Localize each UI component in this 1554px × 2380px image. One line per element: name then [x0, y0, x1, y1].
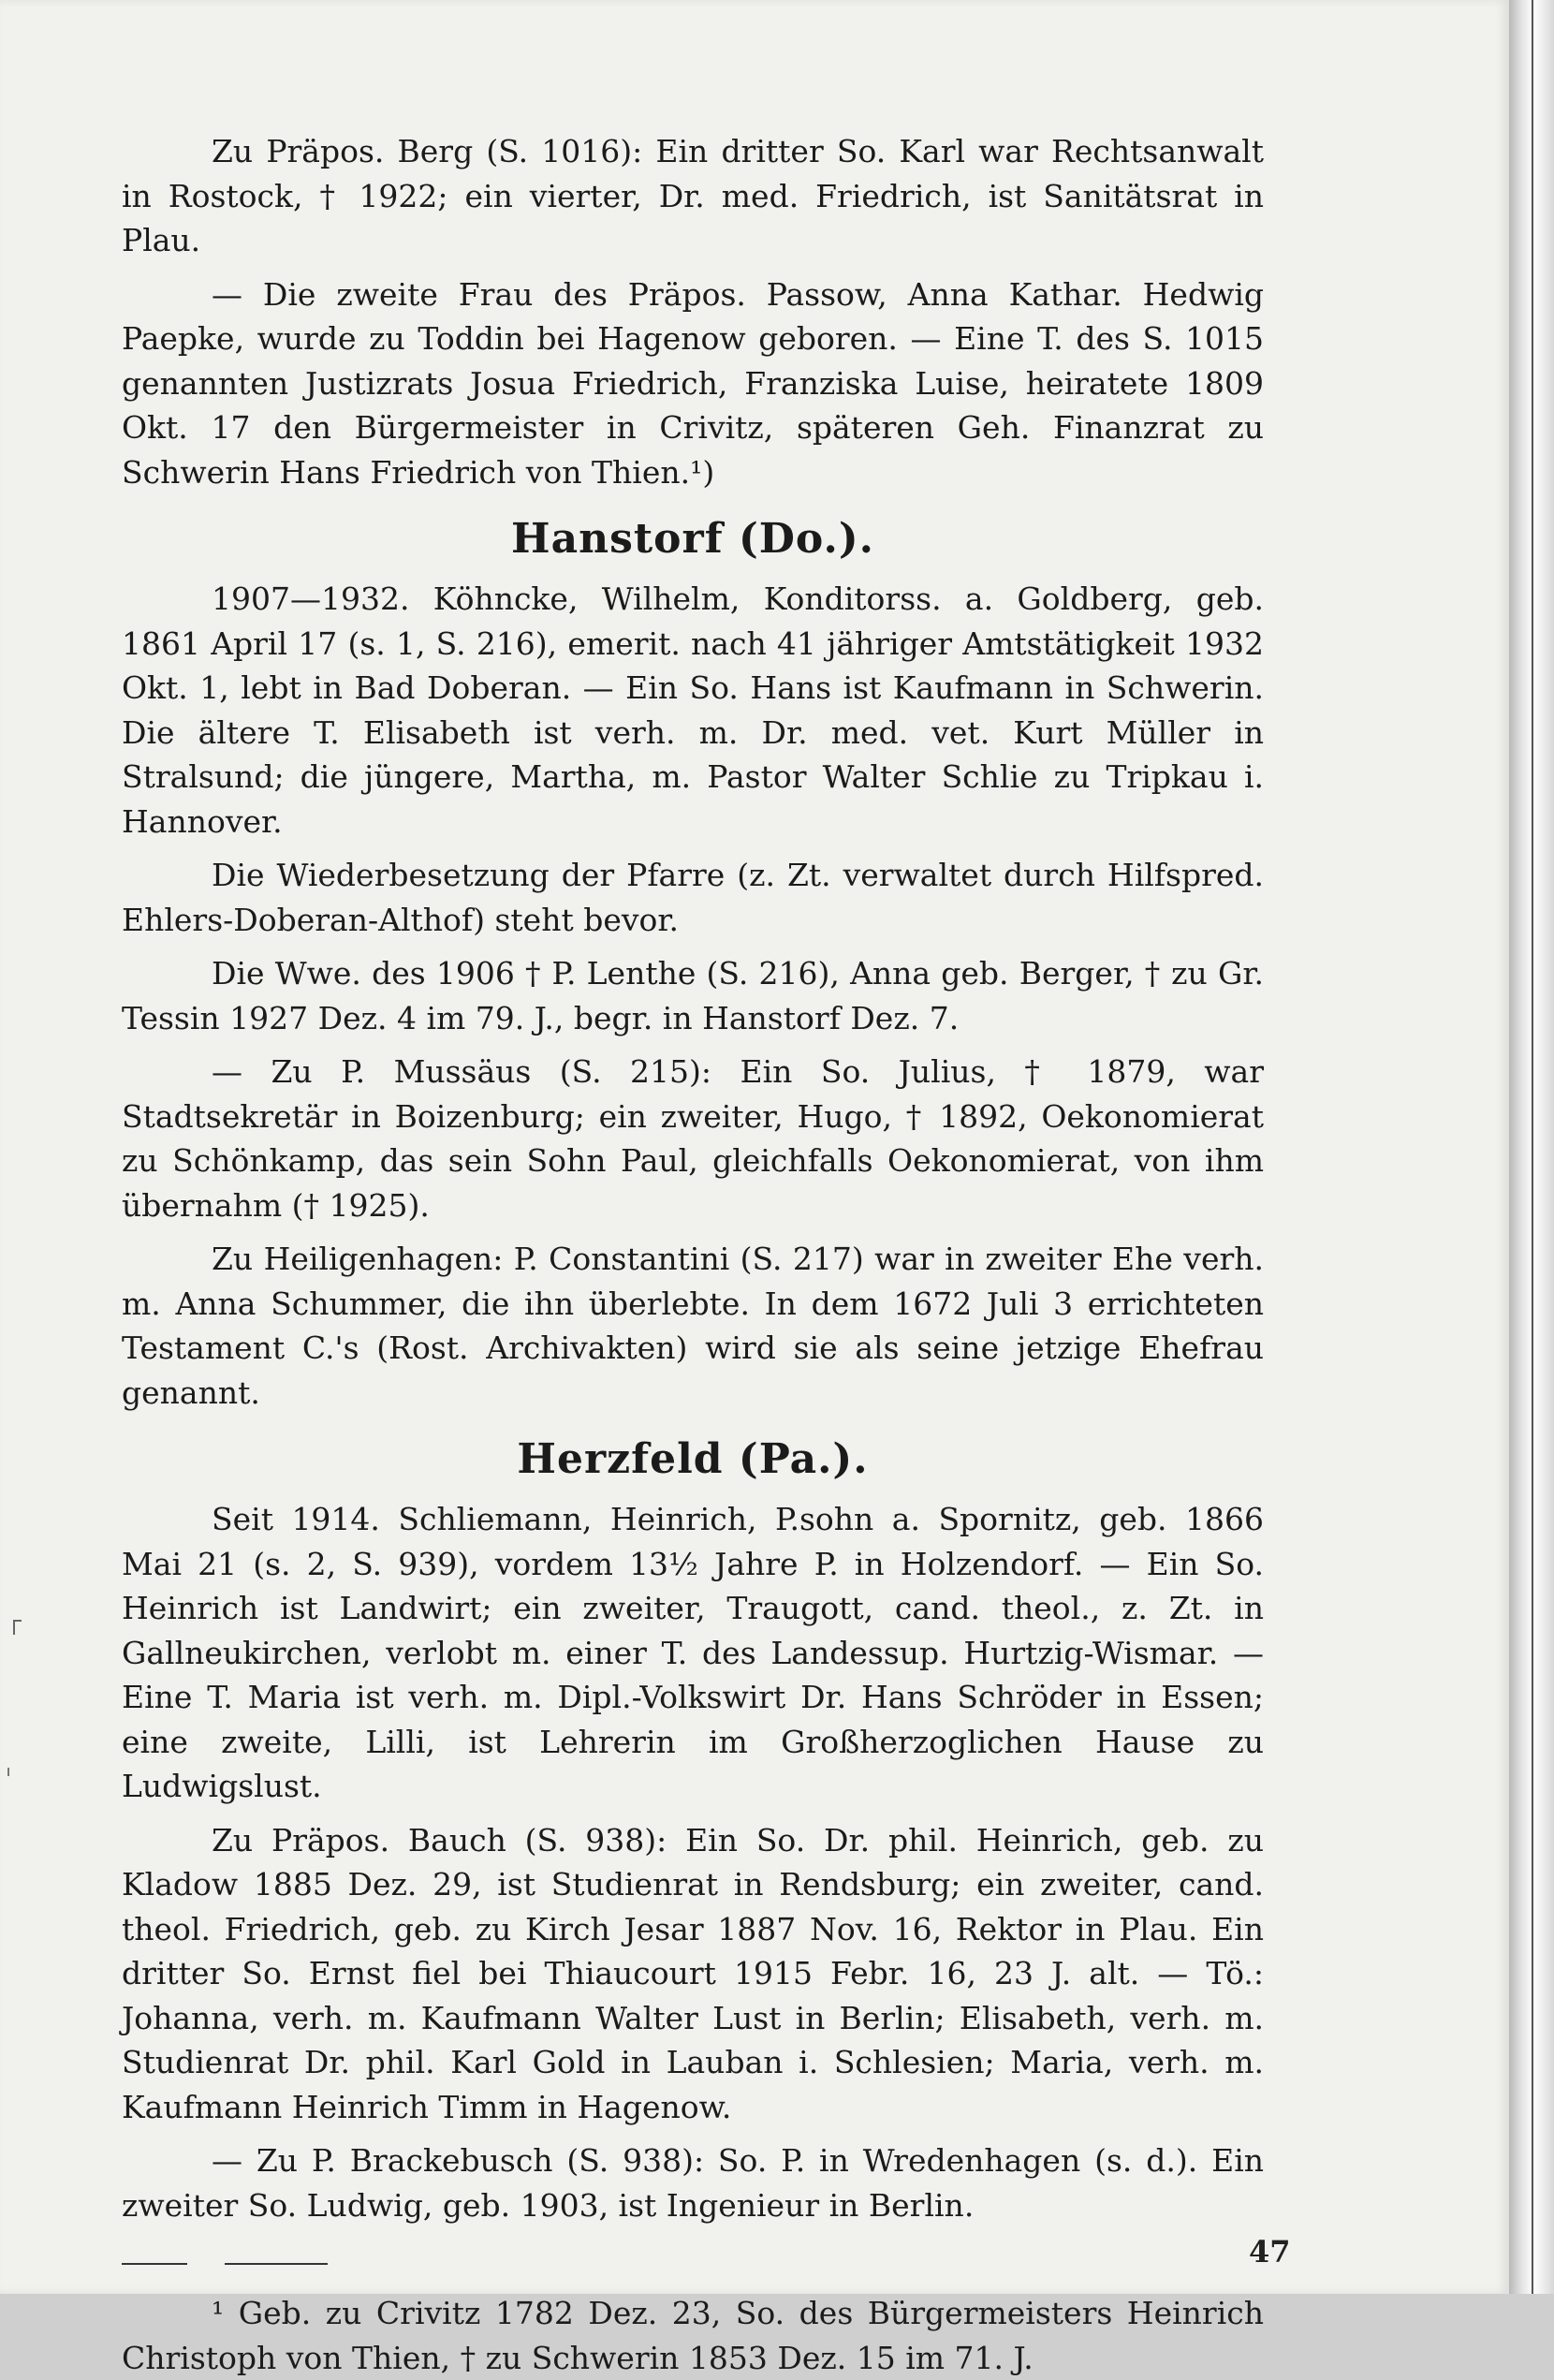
paragraph-berg: Zu Präpos. Berg (S. 1016): Ein dritter So. Karl war Rechtsanwalt in Rostock, † 1922; ein vierter, Dr. med. Friedrich, ist Sanitätsrat in Plau.	[122, 133, 1264, 258]
paragraph-passow: — Die zweite Frau des Präpos. Passow, Anna Kathar. Hedwig Paepke, wurde zu Toddin bei Hagenow geboren. — Eine T. des S. 1015 genannten Justizrats Josua Friedrich, Franziska Luise, heiratete 1809 Okt. 17 den Bürgermeister in Crivitz, späteren Geh. Finanzrat zu Schwerin Hans Friedrich von Thien.¹)	[122, 275, 1264, 491]
footnote: ¹ Geb. zu Crivitz 1782 Dez. 23, So. des Bürgermeisters Heinrich Christoph von Thien, † zu Schwerin 1853 Dez. 15 im 71. J.	[122, 2295, 1264, 2376]
paragraph-heiligenhagen: Zu Heiligenhagen: P. Constantini (S. 217) war in zweiter Ehe verh. m. Anna Schummer, die ihn überlebte. In dem 1672 Juli 3 errichteten Testament C.'s (Rost. Archivakten) wird sie als seine jetzige Ehefrau genannt.	[122, 1241, 1264, 1411]
gutter-line	[1532, 0, 1533, 2294]
heading-hanstorf: Hanstorf (Do.).	[511, 515, 874, 563]
paragraph-schliemann: Seit 1914. Schliemann, Heinrich, P.sohn a. Spornitz, geb. 1866 Mai 21 (s. 2, S. 939), vordem 13½ Jahre P. in Holzendorf. — Ein So. Heinrich ist Landwirt; ein zweiter, Traugott, cand. theol., z. Zt. in Gallneukirchen, verlobt m. einer T. des Landessup. Hurtzig-Wismar. — Eine T. Maria ist verh. m. Dipl.-Volkswirt Dr. Hans Schröder in Essen; eine zweite, Lilli, ist Lehrerin im Großherzoglichen Hause zu Ludwigslust.	[122, 1501, 1264, 1804]
paragraph-wiederbesetzung: Die Wiederbesetzung der Pfarre (z. Zt. verwaltet durch Hilfspred. Ehlers-Doberan-Althof) steht bevor.	[122, 857, 1264, 938]
paragraph-koehncke: 1907—1932. Köhncke, Wilhelm, Konditorss. a. Goldberg, geb. 1861 April 17 (s. 1, S. 216), emerit. nach 41 jähriger Amtstätigkeit 1932 Okt. 1, lebt in Bad Doberan. — Ein So. Hans ist Kaufmann in Schwerin. Die ältere T. Elisabeth ist verh. m. Dr. med. vet. Kurt Müller in Stralsund; die jüngere, Martha, m. Pastor Walter Schlie zu Tripkau i. Hannover.	[122, 580, 1264, 840]
footnote-divider	[122, 2263, 328, 2265]
book-gutter	[1509, 0, 1554, 2294]
paragraph-lenthe: Die Wwe. des 1906 † P. Lenthe (S. 216), Anna geb. Berger, † zu Gr. Tessin 1927 Dez. 4 im 79. J., begr. in Hanstorf Dez. 7.	[122, 955, 1264, 1036]
paragraph-brackebusch: — Zu P. Brackebusch (S. 938): So. P. in Wredenhagen (s. d.). Ein zweiter So. Ludwig, geb. 1903, ist Ingenieur in Berlin.	[122, 2142, 1264, 2224]
heading-herzfeld: Herzfeld (Pa.).	[517, 1435, 869, 1483]
margin-mark	[13, 1620, 22, 1635]
page-number: 47	[1249, 2234, 1291, 2270]
page-body	[122, 129, 1264, 2380]
paragraph-bauch: Zu Präpos. Bauch (S. 938): Ein So. Dr. phil. Heinrich, geb. zu Kladow 1885 Dez. 29, ist Studienrat in Rendsburg; ein zweiter, cand. theol. Friedrich, geb. zu Kirch Jesar 1887 Nov. 16, Rektor in Plau. Ein dritter So. Ernst fiel bei Thiaucourt 1915 Febr. 16, 23 J. alt. — Tö.: Johanna, verh. m. Kaufmann Walter Lust in Berlin; Elisabeth, verh. m. Studienrat Dr. phil. Karl Gold in Lauban i. Schlesien; Maria, verh. m. Kaufmann Heinrich Timm in Hagenow.	[122, 1821, 1264, 2125]
paragraph-mussaeus: — Zu P. Mussäus (S. 215): Ein So. Julius, † 1879, war Stadtsekretär in Boizenburg; ein zweiter, Hugo, † 1892, Oekonomierat zu Schönkamp, das sein Sohn Paul, gleichfalls Oekonomierat, von ihm übernahm († 1925).	[122, 1053, 1264, 1224]
margin-mark	[7, 1768, 9, 1776]
